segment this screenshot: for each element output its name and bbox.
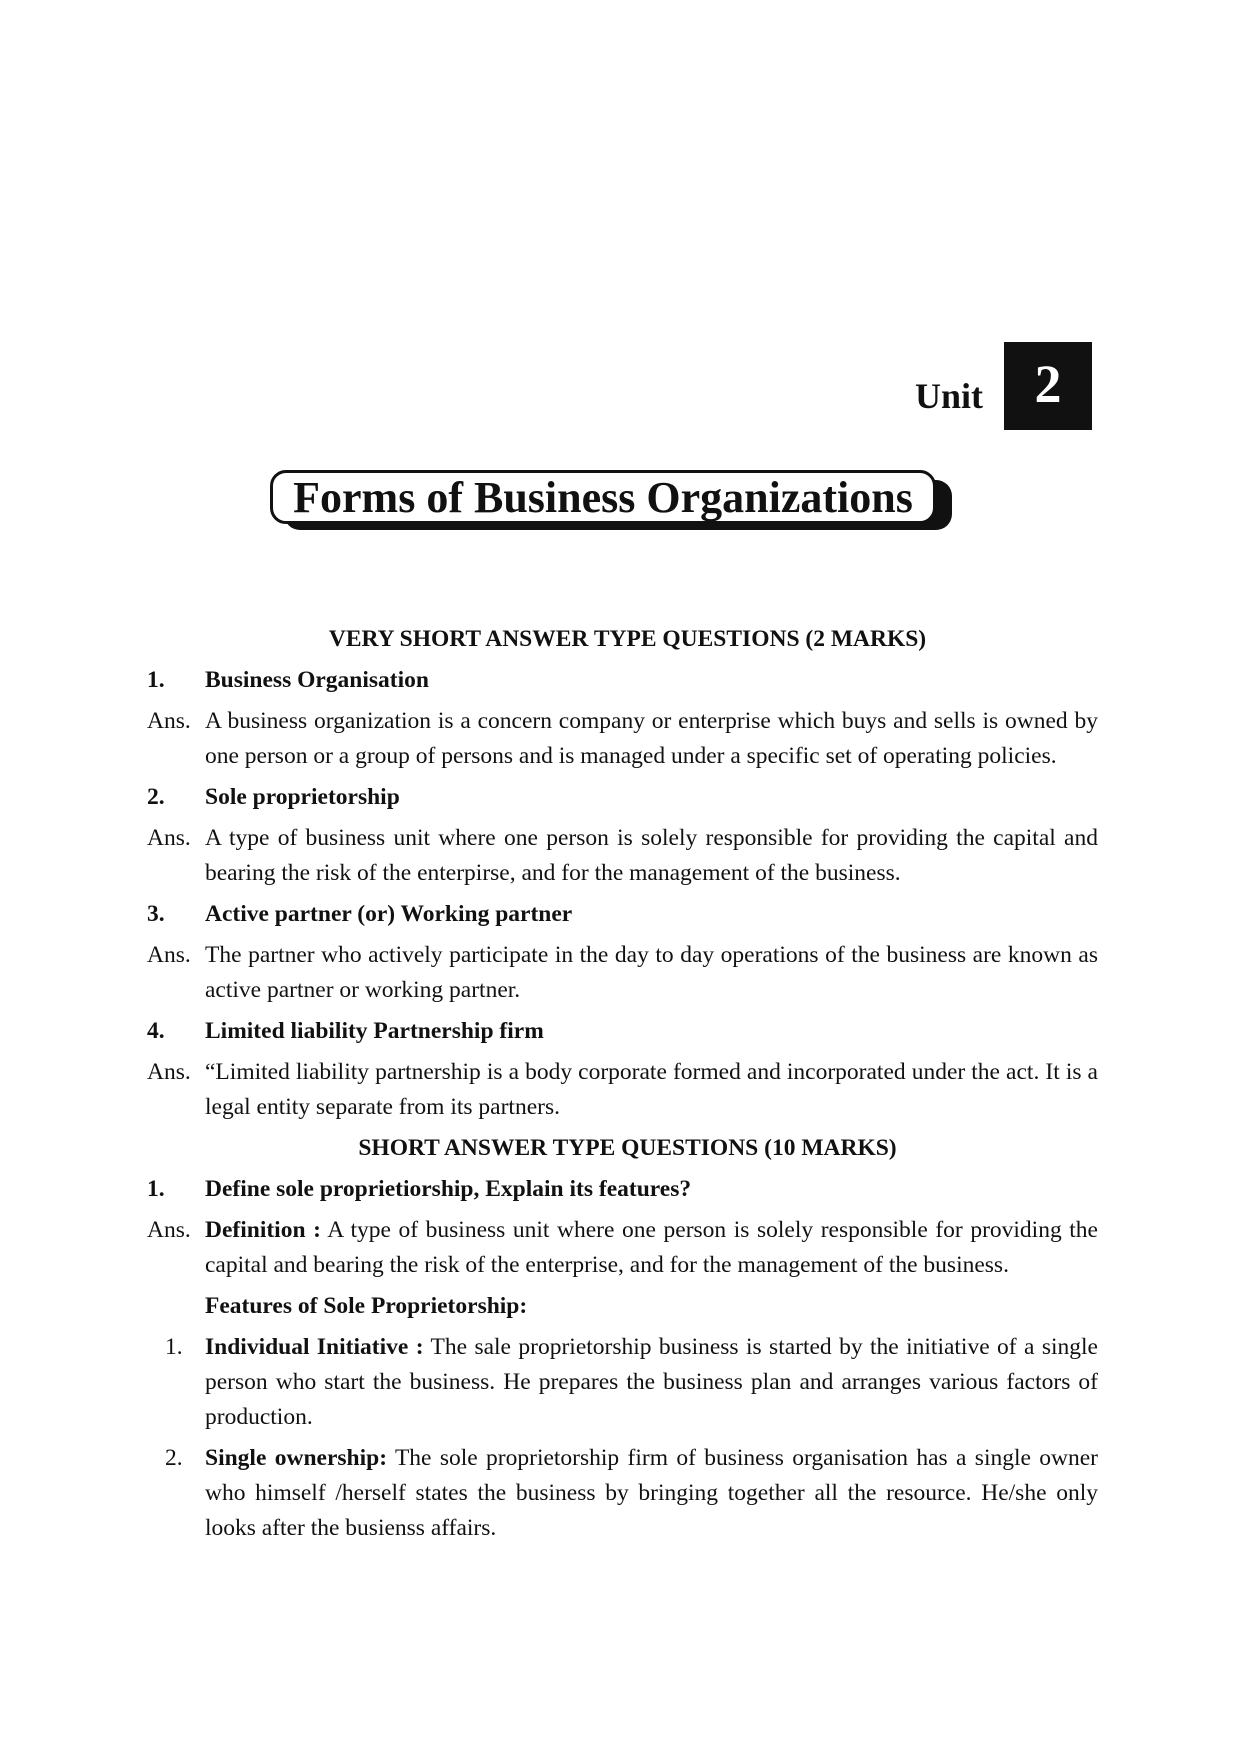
definition-label: Definition : xyxy=(205,1217,321,1243)
answer-text: “Limited liability partnership is a body corporate formed and incorporated under the act. It is a legal entity separate from its partners. xyxy=(205,1059,1098,1120)
question-row xyxy=(147,663,1098,698)
answer-text: A type of business unit where one person is solely responsible for providing the capital and bearing the risk of the enterpirse, and for the management of the business. xyxy=(205,825,1098,886)
very-short-section-heading: VERY SHORT ANSWER TYPE QUESTIONS (2 MARKS) xyxy=(328,626,927,652)
question-number: 1. xyxy=(147,667,165,693)
feature-label: Individual Initiative : xyxy=(205,1334,424,1360)
answer-label: Ans. xyxy=(147,708,191,734)
answer-row xyxy=(147,704,1098,774)
question-row xyxy=(147,897,1098,932)
feature-item xyxy=(147,1330,1098,1435)
chapter-title-banner xyxy=(270,470,952,530)
question-number: 3. xyxy=(147,901,165,927)
chapter-title: Forms of Business Organizations xyxy=(270,470,936,524)
feature-label: Single ownership: xyxy=(205,1445,388,1471)
question-row xyxy=(147,1172,1098,1207)
answer-row xyxy=(147,1055,1098,1125)
definition-text: A type of business unit where one person is solely responsible for providing the capital and bearing the risk of the enterprise, and for the management of the business. xyxy=(205,1217,1098,1278)
feature-body: The sale proprietorship business is started by the initiative of a single person who start the business. He prepares the business plan and arranges various factors of production. xyxy=(205,1334,1098,1430)
question-text: Business Organisation xyxy=(205,667,429,693)
question-number: 2. xyxy=(147,784,165,810)
answer-label: Ans. xyxy=(147,825,191,851)
answer-text: The partner who actively participate in the day to day operations of the business are known as active partner or working partner. xyxy=(205,942,1098,1003)
answer-row xyxy=(147,938,1098,1008)
question-text: Active partner (or) Working partner xyxy=(205,901,573,927)
feature-text xyxy=(205,1330,1098,1435)
short-section-heading: SHORT ANSWER TYPE QUESTIONS (10 MARKS) xyxy=(358,1135,897,1161)
question-row xyxy=(147,780,1098,815)
feature-text xyxy=(205,1441,1098,1546)
answer-label: Ans. xyxy=(147,942,191,968)
feature-item xyxy=(147,1441,1098,1546)
feature-body: The sole proprietorship firm of business organisation has a single owner who himself /herself states the business by bringing together all the resource. He/she only looks after the busienss affairs. xyxy=(205,1445,1099,1541)
question-text: Limited liability Partnership firm xyxy=(205,1018,544,1044)
question-number: 4. xyxy=(147,1018,165,1044)
unit-header xyxy=(915,342,1091,432)
answer-text: A business organization is a concern company or enterprise which buys and sells is owned by one person or a group of persons and is managed under a specific set of operating policies. xyxy=(205,708,1098,769)
question-text: Define sole proprietiorship, Explain its features? xyxy=(205,1176,692,1202)
answer-row xyxy=(147,821,1098,891)
feature-number: 1. xyxy=(165,1334,183,1360)
question-text: Sole proprietorship xyxy=(205,784,400,810)
answer-label: Ans. xyxy=(147,1217,191,1243)
features-heading: Features of Sole Proprietorship: xyxy=(205,1293,528,1319)
answer-label: Ans. xyxy=(147,1059,191,1085)
question-row xyxy=(147,1014,1098,1049)
question-number: 1. xyxy=(147,1176,165,1202)
answer-text xyxy=(205,1213,1098,1283)
unit-label: Unit xyxy=(915,376,984,416)
unit-number-box: 2 xyxy=(1004,342,1092,430)
feature-number: 2. xyxy=(165,1445,183,1471)
page-content xyxy=(147,622,1098,1552)
answer-row xyxy=(147,1213,1098,1283)
